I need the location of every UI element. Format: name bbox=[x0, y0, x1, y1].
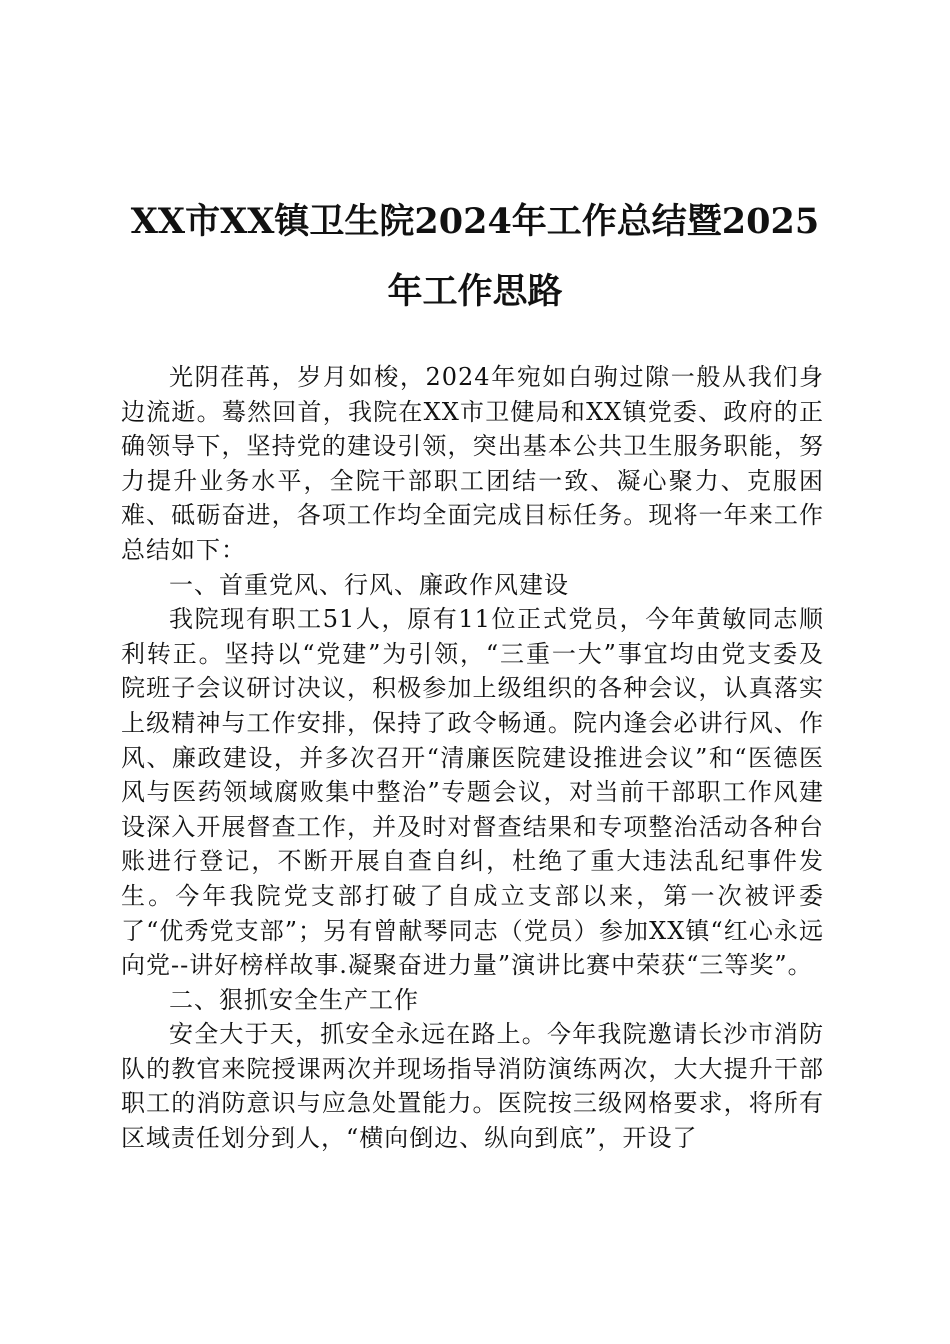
paragraph-intro: 光阴荏苒，岁月如梭，2024年宛如白驹过隙一般从我们身边流逝。蓦然回首，我院在XX市卫健局和XX镇党委、政府的正确领导下，坚持党的建设引领，突出基本公共卫生服务职能，努力提升业务水平，全院干部职工团结一致、凝心聚力、克服困难、砥砺奋进，各项工作均全面完成目标任务。现将一年来工作总结如下： bbox=[121, 363, 824, 564]
paragraph-safety: 安全大于天，抓安全永远在路上。今年我院邀请长沙市消防队的教官来院授课两次并现场指导消防演练两次，大大提升干部职工的消防意识与应急处置能力。医院按三级网格要求，将所有区域责任划分到人，“横向倒边、纵向到底”，开设了 bbox=[121, 1020, 824, 1153]
paragraph-party-building: 我院现有职工51人，原有11位正式党员，今年黄敏同志顺利转正。坚持以“党建”为引领，“三重一大”事宜均由党支委及院班子会议研讨决议，积极参加上级组织的各种会议，认真落实上级精神与工作安排，保持了政令畅通。院内逢会必讲行风、作风、廉政建设，并多次召开“清廉医院建设推进会议”和“医德医风与医药领域腐败集中整治”专题会议，对当前干部职工作风建设深入开展督查工作，并及时对督查结果和专项整治活动各种台账进行登记，不断开展自查自纠，杜绝了重大违法乱纪事件发生。今年我院党支部打破了自成立支部以来，第一次被评委了“优秀党支部”；另有曾献琴同志（党员）参加XX镇“红心永远向党--讲好榜样故事.凝聚奋进力量”演讲比赛中荣获“三等奖”。 bbox=[121, 605, 824, 980]
section-heading-2: 二、狠抓安全生产工作 bbox=[169, 985, 419, 1014]
document-title-line-1: XX市XX镇卫生院2024年工作总结暨2025 bbox=[130, 201, 820, 242]
section-heading-1: 一、首重党风、行风、廉政作风建设 bbox=[169, 570, 569, 599]
document-title-line-2: 年工作思路 bbox=[387, 271, 563, 312]
document-body bbox=[121, 360, 824, 1156]
